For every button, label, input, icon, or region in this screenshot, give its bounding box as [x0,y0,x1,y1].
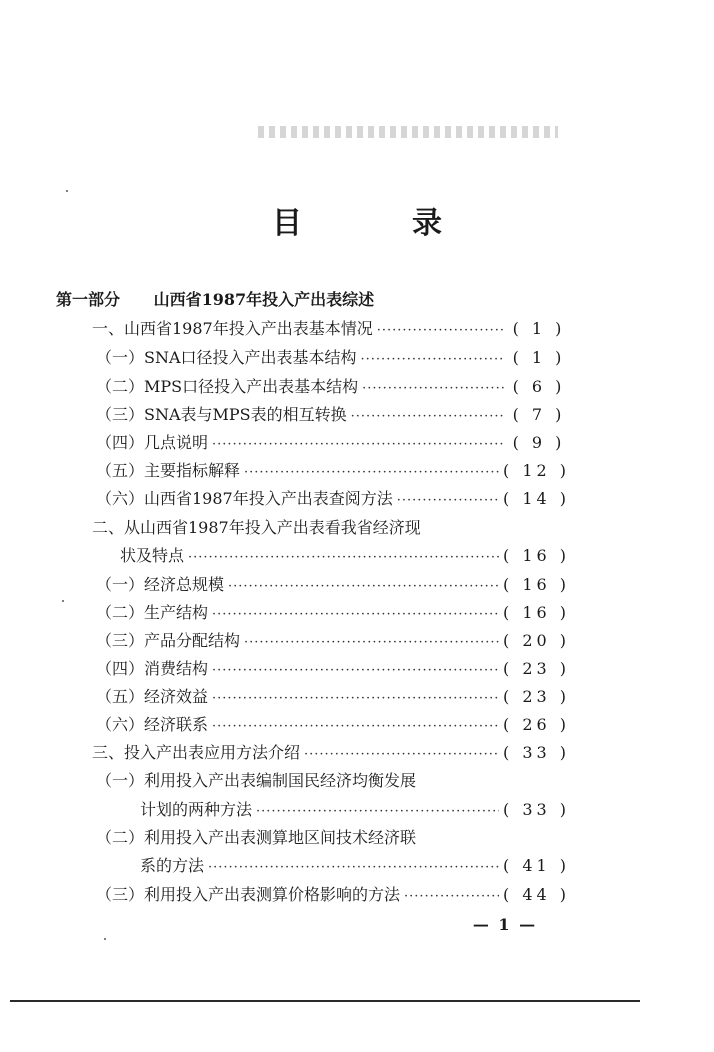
toc-entry-text: （三）产品分配结构 [96,631,241,650]
toc-entry-text: （三）利用投入产出表测算价格影响的方法 [96,885,401,904]
toc-entry-page: ( 7 ) [512,405,566,424]
bottom-rule [10,1000,640,1002]
toc-entry-page: ( 26 ) [502,715,570,734]
toc-entry-page: ( 1 ) [512,348,566,367]
toc-entry[interactable] [96,712,570,738]
toc-entry-text: （六）山西省1987年投入产出表查阅方法 [96,489,393,508]
toc-entry-text: （五）经济效益 [96,687,209,706]
leader-dots [244,465,499,480]
toc-entry[interactable] [96,486,570,512]
toc-entry-page: ( 33 ) [502,743,570,762]
part-title: 山西省1987年投入产出表综述 [153,290,375,309]
toc-entry-page: ( 1 ) [512,319,566,338]
toc-entry[interactable] [92,515,570,541]
toc-entry-text: （一）SNA口径投入产出表基本结构 [96,348,357,367]
toc-entry-text: 状及特点 [120,546,185,565]
toc-entry-page: ( 41 ) [502,856,570,875]
toc-entry[interactable] [120,543,570,569]
toc-entry-text: 一、山西省1987年投入产出表基本情况 [92,319,373,338]
toc-entry-text: 计划的两种方法 [140,800,253,819]
toc-entry[interactable] [96,882,570,908]
toc-entry[interactable] [96,345,570,371]
scan-speck [104,938,106,940]
toc-entry-text: 二、从山西省1987年投入产出表看我省经济现 [92,518,421,537]
toc-entry[interactable] [96,768,570,794]
page-number: — 1 — [472,915,538,934]
toc-entry[interactable] [96,684,570,710]
leader-dots [362,381,504,396]
toc-entry[interactable] [96,374,570,400]
part-label: 第一部分 [56,290,121,309]
leader-dots [404,889,499,904]
leader-dots [208,860,499,875]
toc-entry-text: （六）经济联系 [96,715,209,734]
toc-entry-text: （二）生产结构 [96,603,209,622]
toc-entry[interactable] [96,656,570,682]
leader-dots [212,719,499,734]
leader-dots [361,352,504,367]
toc-entry-page: ( 9 ) [512,433,566,452]
toc-entry-text: （二）利用投入产出表测算地区间技术经济联 [96,828,417,847]
leader-dots [351,409,504,424]
leader-dots [244,635,499,650]
toc-entry-page: ( 16 ) [502,603,570,622]
toc-entry-page: ( 20 ) [502,631,570,650]
toc-entry-text: （一）利用投入产出表编制国民经济均衡发展 [96,771,417,790]
leader-dots [377,323,504,338]
toc-entry[interactable] [96,628,570,654]
toc-entry[interactable] [96,458,570,484]
leader-dots [256,804,499,819]
leader-dots [212,437,504,452]
toc-entry-text: （三）SNA表与MPS表的相互转换 [96,405,347,424]
leader-dots [304,747,499,762]
toc-entry-text: （五）主要指标解释 [96,461,241,480]
toc-entry-text: （一）经济总规模 [96,575,225,594]
leader-dots [188,550,499,565]
toc-entry-text: 三、投入产出表应用方法介绍 [92,743,301,762]
page-title: 目 录 [272,206,482,241]
leader-dots [212,691,499,706]
toc-entry-page: ( 44 ) [502,885,570,904]
toc-entry[interactable] [92,316,570,342]
toc-entry-page: ( 14 ) [502,489,570,508]
leader-dots [397,493,499,508]
leader-dots [212,607,499,622]
toc-entry[interactable] [96,572,570,598]
toc-entry-page: ( 23 ) [502,659,570,678]
toc-entry-text: （二）MPS口径投入产出表基本结构 [96,377,359,396]
leader-dots [228,579,499,594]
toc-entry[interactable] [96,402,570,428]
toc-entry-text: （四）消费结构 [96,659,209,678]
toc-entry-text: （四）几点说明 [96,433,209,452]
scan-speck [62,600,64,602]
toc-entry-page: ( 33 ) [502,800,570,819]
toc-entry[interactable] [96,825,570,851]
toc-entry-page: ( 16 ) [502,546,570,565]
toc-entry[interactable] [92,740,570,766]
toc-entry-text: 系的方法 [140,856,205,875]
toc-entry[interactable] [96,430,570,456]
toc-entry[interactable] [140,853,570,879]
toc-entry-page: ( 23 ) [502,687,570,706]
toc-entry[interactable] [140,797,570,823]
toc-entry[interactable] [96,600,570,626]
scan-speck [66,190,68,192]
leader-dots [212,663,499,678]
toc-entry-page: ( 16 ) [502,575,570,594]
toc-entry-page: ( 6 ) [512,377,566,396]
toc-entry-page: ( 12 ) [502,461,570,480]
